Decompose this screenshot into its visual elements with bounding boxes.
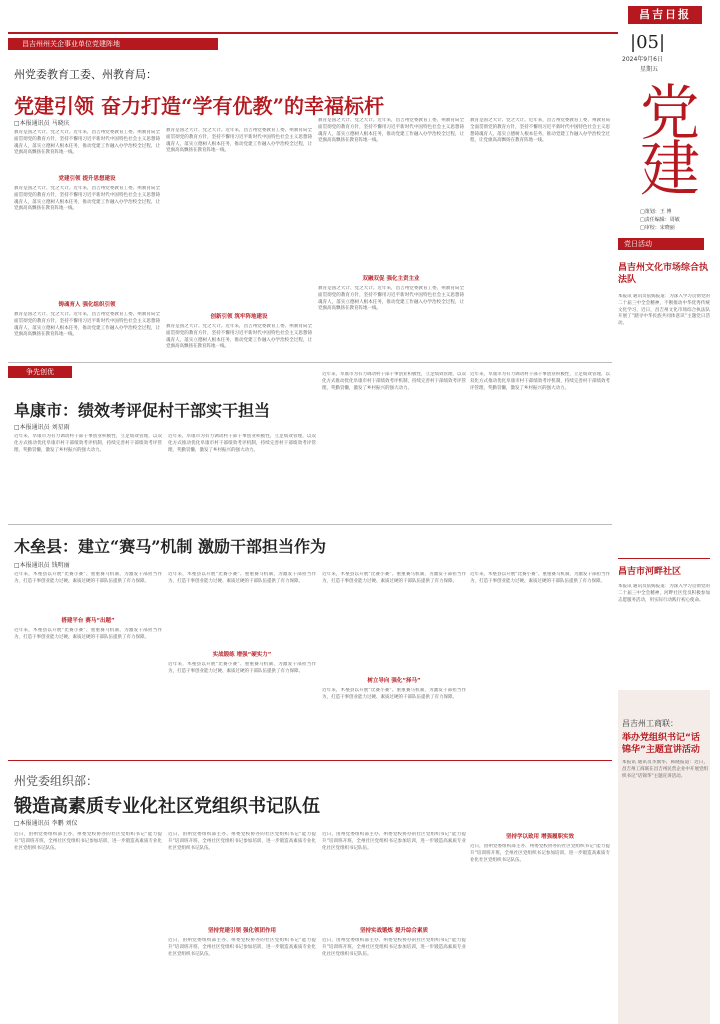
article3-body: 近年来，木垒县以开展“比赛小赛”、重重赛马机制，为激发干部担当作为，打造干事创业能力过硬、素质过硬的干部队伍提供了有力保障。 <box>168 662 316 674</box>
editor-line: □策划：王 博 <box>640 209 672 215</box>
article1-kicker: 州党委教育工委、州教育局： <box>14 68 157 81</box>
issue-weekday: 星期五 <box>640 66 659 73</box>
sidebar-item2-body: 本报讯 通讯员依嫣报道：为深入学习贯彻党的二十届三中全会精神，河畔社区党员积极参加志愿服务活动，用实际行动践行初心使命。 <box>618 584 710 603</box>
article1-body: 教育是国之大计、党之大计。近年来，昌吉州党委教育工委、州教育局全面贯彻党的教育方针，坚持不懈用习近平新时代中国特色社会主义思想铸魂育人，落实立德树人根本任务，推动党建工作融入办学治校全过程，让党旗高高飘扬在教育阵地一线。 <box>14 186 160 212</box>
article3-subhead-2: 实战锻练 增强“硬实力” <box>212 652 272 658</box>
article4-col3 <box>322 832 466 1020</box>
section-word: 党建 <box>640 79 700 205</box>
article4-subhead-1: 坚持党建引领 强化领团作用 <box>208 928 276 934</box>
article1-body: 教育是国之大计、党之大计。近年来，昌吉州党委教育工委、州教育局全面贯彻党的教育方针，坚持不懈用习近平新时代中国特色社会主义思想铸魂育人，落实立德树人根本任务，推动党建工作融入办学治校全过程，让党旗高高飘扬在教育阵地一线。 <box>470 118 610 144</box>
article4-body: 近日，由州党委组织部主办、州委党校协办的社区党组织书记“能力提升”培训班开班，全州社区党组织书记参加培训，进一步锻造高素质专业化社区党组织书记队伍。 <box>168 832 316 851</box>
article3-subhead-1: 搭建平台 赛马“出题” <box>61 618 115 624</box>
editor-line: □责任编辑：周敏 <box>640 217 680 223</box>
article3-col1 <box>14 572 162 752</box>
article4-subhead-3: 坚持学以致用 增强履职实效 <box>506 834 574 840</box>
divider <box>8 760 612 761</box>
article2-byline: □本报通讯员 刘星雨 <box>14 424 70 431</box>
article2-body: 近年来，阜康市为有力调动村干部干事创业积极性，立足绩效管理，以双化方式推动优化阜康市村干部绩效考评机制，持续完善村干部绩效考评管理，奖勤罚懒，激发了乡村振兴的强大动力。 <box>470 372 610 391</box>
sidebar-divider <box>618 558 710 559</box>
article4-byline: □本报通讯员 李鹏 刘仪 <box>14 820 78 827</box>
article3-byline: □本报通讯员 钱明丽 <box>14 562 70 569</box>
article4-body: 近日，由州党委组织部主办、州委党校协办的社区党组织书记“能力提升”培训班开班，全州社区党组织书记参加培训，进一步锻造高素质专业化社区党组织书记队伍。 <box>14 832 162 851</box>
article1-subhead-4: 双融双促 强化主责主业 <box>362 276 420 282</box>
article2-headline: 阜康市：绩效考评促村干部实干担当 <box>14 401 271 420</box>
page-number: |05| <box>630 32 666 53</box>
article1-col3 <box>318 118 464 358</box>
article1-col1 <box>14 130 160 358</box>
article1-byline: □本报通讯员 马晓庆 <box>14 120 70 127</box>
sidebar-item3-title: 举办党组织书记“话锦华”主题宣讲活动 <box>622 733 700 755</box>
sidebar-item2-title: 昌吉市河畔社区 <box>618 567 682 577</box>
article4-body: 近日，由州党委组织部主办、州委党校协办的社区党组织书记“能力提升”培训班开班，全州社区党组织书记参加培训，进一步锻造高素质专业化社区党组织书记队伍。 <box>322 832 466 851</box>
article3-body: 近年来，木垒县以开展“比赛小赛”、重重赛马机制，为激发干部担当作为，打造干事创业能力过硬、素质过硬的干部队伍提供了有力保障。 <box>14 572 162 584</box>
article4-col2 <box>168 832 316 1020</box>
sidebar-item3-body: 本报讯 通讯员李旗华、韩晓报道：近日，昌吉州工商联在昌吉州民营企业中开展党组织书记“话锦华”主题宣讲活动。 <box>622 760 708 779</box>
article1-body: 教育是国之大计、党之大计。近年来，昌吉州党委教育工委、州教育局全面贯彻党的教育方针，坚持不懈用习近平新时代中国特色社会主义思想铸魂育人，落实立德树人根本任务，推动党建工作融入办学治校全过程，让党旗高高飘扬在教育阵地一线。 <box>14 130 160 156</box>
sidebar-item1-body: 本报讯 通讯员依嫣报道：为深入学习贯彻党的二十届三中全会精神，不断推动中华优秀传统文化学习，近日，昌吉州文化市场综合执法队开展了“踏寻中华民族共同体意识”主题党日活动。 <box>618 294 710 327</box>
article1-subhead-2: 铸魂育人 强化组织引领 <box>58 302 116 308</box>
article4-body: 近日，由州党委组织部主办、州委党校协办的社区党组织书记“能力提升”培训班开班，全州社区党组织书记参加培训，进一步锻造高素质专业化社区党组织书记队伍。 <box>322 938 466 957</box>
article3-body: 近年来，木垒县以开展“比赛小赛”、重重赛马机制，为激发干部担当作为，打造干事创业能力过硬、素质过硬的干部队伍提供了有力保障。 <box>168 572 316 584</box>
article1-body: 教育是国之大计、党之大计。近年来，昌吉州党委教育工委、州教育局全面贯彻党的教育方针，坚持不懈用习近平新时代中国特色社会主义思想铸魂育人，落实立德树人根本任务，推动党建工作融入办学治校全过程，让党旗高高飘扬在教育阵地一线。 <box>318 286 464 312</box>
divider <box>8 362 612 363</box>
divider <box>8 524 612 525</box>
article3-headline: 木垒县：建立“赛马”机制 激励干部担当作为 <box>14 537 326 556</box>
article4-kicker: 州党委组织部： <box>14 774 99 788</box>
article3-body: 近年来，木垒县以开展“比赛小赛”、重重赛马机制，为激发干部担当作为，打造干事创业能力过硬、素质过硬的干部队伍提供了有力保障。 <box>322 572 466 584</box>
article3-subhead-3: 树立导向 强化“择马” <box>367 678 421 684</box>
article3-col3 <box>322 572 466 752</box>
article2-body: 近年来，阜康市为有力调动村干部干事创业积极性，立足绩效管理，以双化方式推动优化阜康市村干部绩效考评机制，持续完善村干部绩效考评管理，奖勤罚懒，激发了乡村振兴的强大动力。 <box>168 434 316 453</box>
article1-body: 教育是国之大计、党之大计。近年来，昌吉州党委教育工委、州教育局全面贯彻党的教育方针，坚持不懈用习近平新时代中国特色社会主义思想铸魂育人，落实立德树人根本任务，推动党建工作融入办学治校全过程，让党旗高高飘扬在教育阵地一线。 <box>166 324 312 350</box>
editor-credits <box>640 208 680 232</box>
article1-headline: 党建引领 奋力打造“学有优教”的幸福标杆 <box>14 94 384 118</box>
article1-col4 <box>470 118 610 358</box>
article2-body: 近年来，阜康市为有力调动村干部干事创业积极性，立足绩效管理，以双化方式推动优化阜康市村干部绩效考评机制，持续完善村干部绩效考评管理，奖勤罚懒，激发了乡村振兴的强大动力。 <box>322 372 466 391</box>
article1-body: 教育是国之大计、党之大计。近年来，昌吉州党委教育工委、州教育局全面贯彻党的教育方针，坚持不懈用习近平新时代中国特色社会主义思想铸魂育人，落实立德树人根本任务，推动党建工作融入办学治校全过程，让党旗高高飘扬在教育阵地一线。 <box>14 312 160 338</box>
article1-subhead-1: 党建引领 提升思想建设 <box>58 176 116 182</box>
sidebar-item1-title: 昌吉州文化市场综合执法队 <box>618 263 709 285</box>
article1-body: 教育是国之大计、党之大计。近年来，昌吉州党委教育工委、州教育局全面贯彻党的教育方针，坚持不懈用习近平新时代中国特色社会主义思想铸魂育人，落实立德树人根本任务，推动党建工作融入办学治校全过程，让党旗高高飘扬在教育阵地一线。 <box>318 118 464 144</box>
top-section-label: 昌吉州州关企事业单位党建阵地 <box>8 38 218 50</box>
article4-headline: 锻造高素质专业化社区党组织书记队伍 <box>14 796 320 817</box>
article3-body: 近年来，木垒县以开展“比赛小赛”、重重赛马机制，为激发干部担当作为，打造干事创业能力过硬、素质过硬的干部队伍提供了有力保障。 <box>470 572 610 584</box>
masthead-name: 昌吉日报 <box>628 6 702 24</box>
article3-body: 近年来，木垒县以开展“比赛小赛”、重重赛马机制，为激发干部担当作为，打造干事创业能力过硬、素质过硬的干部队伍提供了有力保障。 <box>322 688 466 700</box>
sidebar-item3-kicker: 昌吉州工商联： <box>622 719 678 728</box>
sidebar-label: 党日活动 <box>618 238 704 250</box>
article3-col2 <box>168 572 316 752</box>
article1-body: 教育是国之大计、党之大计。近年来，昌吉州党委教育工委、州教育局全面贯彻党的教育方针，坚持不懈用习近平新时代中国特色社会主义思想铸魂育人，落实立德树人根本任务，推动党建工作融入办学治校全过程，让党旗高高飘扬在教育阵地一线。 <box>166 128 312 154</box>
article1-col2 <box>166 92 312 358</box>
article4-body: 近日，由州党委组织部主办、州委党校协办的社区党组织书记“能力提升”培训班开班，全州社区党组织书记参加培训，进一步锻造高素质专业化社区党组织书记队伍。 <box>168 938 316 957</box>
article4-subhead-2: 坚持实战锻炼 提升综合素质 <box>360 928 428 934</box>
masthead-rule <box>8 32 618 34</box>
article2-body: 近年来，阜康市为有力调动村干部干事创业积极性，立足绩效管理，以双化方式推动优化阜康市村干部绩效考评机制，持续完善村干部绩效考评管理，奖勤罚懒，激发了乡村振兴的强大动力。 <box>14 434 162 453</box>
article3-body: 近年来，木垒县以开展“比赛小赛”、重重赛马机制，为激发干部担当作为，打造干事创业能力过硬、素质过硬的干部队伍提供了有力保障。 <box>14 628 162 640</box>
article1-subhead-3: 创新引领 筑牢阵地建设 <box>210 314 268 320</box>
article4-col4 <box>470 832 610 1020</box>
article4-body: 近日，由州党委组织部主办、州委党校协办的社区党组织书记“能力提升”培训班开班，全州社区党组织书记参加培训，进一步锻造高素质专业化社区党组织书记队伍。 <box>470 844 610 863</box>
section2-label: 争先创优 <box>8 366 72 378</box>
issue-date: 2024年9月6日 <box>622 56 663 63</box>
editor-line: □审校：宋晓丽 <box>640 225 675 231</box>
